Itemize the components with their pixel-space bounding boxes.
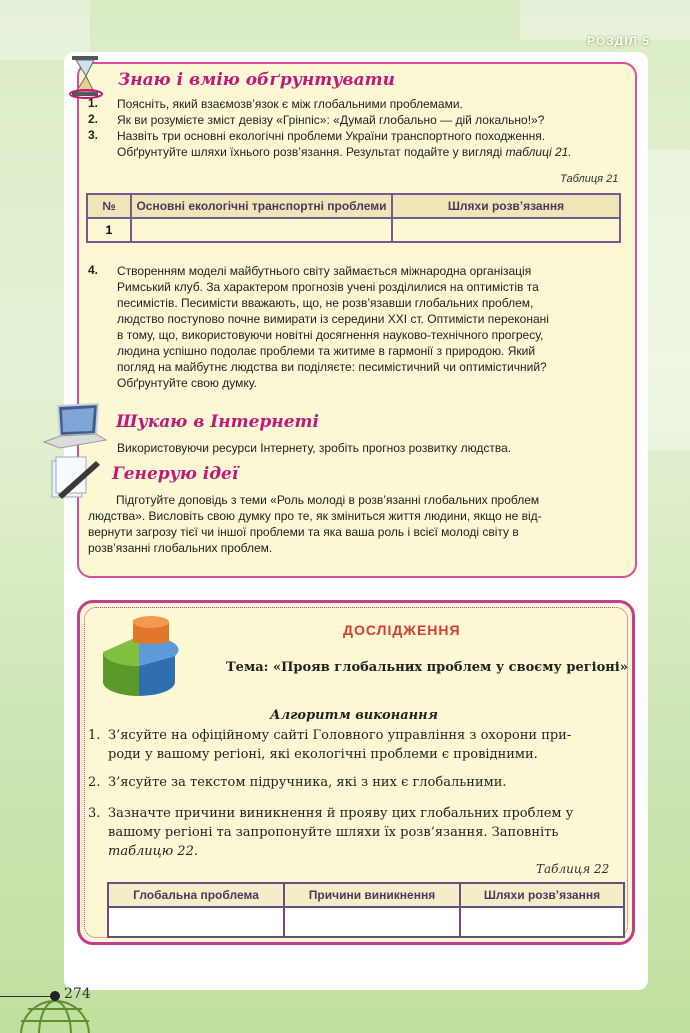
table-header: Шляхи розв’язання	[392, 194, 620, 218]
table-22	[107, 882, 625, 938]
table-header: Шляхи розв’язання	[460, 883, 624, 907]
item-text: Як ви розумієте зміст девізу «Грінпіс»: «Думай глобально — дій локально!»?	[117, 113, 545, 127]
item-number: 4.	[88, 263, 99, 277]
text-line: вашому регіоні та запропонуйте шляхи їх розв’язання. Заповніть	[108, 825, 559, 840]
table-21-caption: Таблиця 21	[560, 173, 619, 185]
algorithm-heading: Алгоритм виконання	[270, 708, 438, 723]
step-number: 2.	[88, 775, 101, 790]
text-line: людство поступово почне вимирати із середини XXI ст. Оптимісти переконані	[117, 312, 549, 326]
list-item	[88, 773, 623, 792]
text-line: вернути загрозу тієї чи іншої проблеми та яка ваша роль і всієї молоді світу в	[88, 525, 519, 539]
item-text: Назвіть три основні екологічні проблеми України транспортного походження.	[117, 129, 546, 143]
ideas-paragraph	[88, 492, 624, 556]
ideas-heading: Генерую ідеї	[112, 464, 239, 484]
item-number: 2.	[88, 112, 99, 126]
text-line: песимістів. Песимісти вважають, що, не розв’язавши глобальних проблем,	[117, 296, 534, 310]
step-number: 1.	[88, 728, 101, 743]
table-cell	[131, 218, 392, 242]
table-cell: 1	[87, 218, 131, 242]
list-item	[88, 804, 623, 861]
text-line: Римський клуб. За характером прогнозів учені розділилися на оптимістів та	[117, 280, 539, 294]
item-text: Поясніть, який взаємозв’язок є між глобальними проблемами.	[117, 97, 463, 111]
item-text: Обґрунтуйте шляхи їхнього розв’язання. Результат подайте у вигляді	[117, 145, 506, 159]
laptop-icon	[40, 402, 110, 452]
background-block	[648, 150, 690, 450]
text-line: З’ясуйте на офіційному сайті Головного управління з охорони при-	[108, 728, 572, 743]
page-marker-dot	[50, 991, 60, 1001]
research-title: ДОСЛІДЖЕННЯ	[343, 622, 461, 638]
table-header: Глобальна проблема	[108, 883, 284, 907]
table-22-caption: Таблиця 22	[536, 862, 610, 876]
background-block	[0, 0, 90, 60]
text-line: Створенням моделі майбутнього світу займається міжнародна організація	[117, 264, 532, 278]
text-line: Зазначте причини виникнення й прояву цих глобальних проблем у	[108, 806, 574, 821]
internet-heading: Шукаю в Інтернеті	[116, 412, 319, 432]
text-line: розв’язанні глобальних проблем.	[88, 541, 273, 555]
section-tag: РОЗДІЛ 5	[586, 34, 650, 48]
pie-chart-icon	[93, 612, 185, 712]
know-heading: Знаю і вмію обґрунтувати	[118, 70, 395, 90]
table-cell	[108, 907, 284, 937]
table-cell	[392, 218, 620, 242]
item-number: 3.	[88, 128, 99, 142]
page-number: 274	[64, 986, 91, 1002]
table-header: №	[87, 194, 131, 218]
table-reference: таблиці 21.	[505, 145, 572, 159]
text-line: роди у вашому регіоні, які екологічні проблеми є провідними.	[108, 747, 538, 762]
step-number: 3.	[88, 806, 101, 821]
text-line: людина успішно подолає проблеми та житиме в гармонії з природою. Який	[117, 344, 536, 358]
step-list	[88, 726, 623, 861]
table-21	[86, 193, 621, 243]
table-reference: таблицю 22.	[108, 844, 198, 859]
table-cell	[460, 907, 624, 937]
text-line: погляд на майбутнє людства ви поділяєте: песимістичний чи оптимістичний?	[117, 360, 547, 374]
item-text-continued	[117, 144, 572, 160]
text-line: в тому, що, використовуючи новітні досягнення науково-технічного прогресу,	[117, 328, 544, 342]
text-line: Підготуйте доповідь з теми «Роль молоді в розв’язанні глобальних проблем	[116, 493, 540, 507]
text-line: Обґрунтуйте свою думку.	[117, 376, 257, 390]
text-line: З’ясуйте за текстом підручника, які з них є глобальними.	[108, 775, 507, 790]
item4-paragraph	[117, 263, 622, 391]
table-cell	[284, 907, 460, 937]
table-header: Причини виникнення	[284, 883, 460, 907]
list-item	[88, 726, 623, 764]
item-number: 1.	[88, 96, 99, 110]
text-line: людства». Висловіть свою думку про те, як зміниться життя людини, якщо не від-	[88, 509, 542, 523]
research-topic: Тема: «Прояв глобальних проблем у своєму регіоні»	[226, 660, 628, 675]
internet-text: Використовуючи ресурси Інтернету, зробіть прогноз розвитку людства.	[117, 441, 512, 455]
hourglass-icon	[66, 54, 106, 100]
table-header: Основні екологічні транспортні проблеми	[131, 194, 392, 218]
